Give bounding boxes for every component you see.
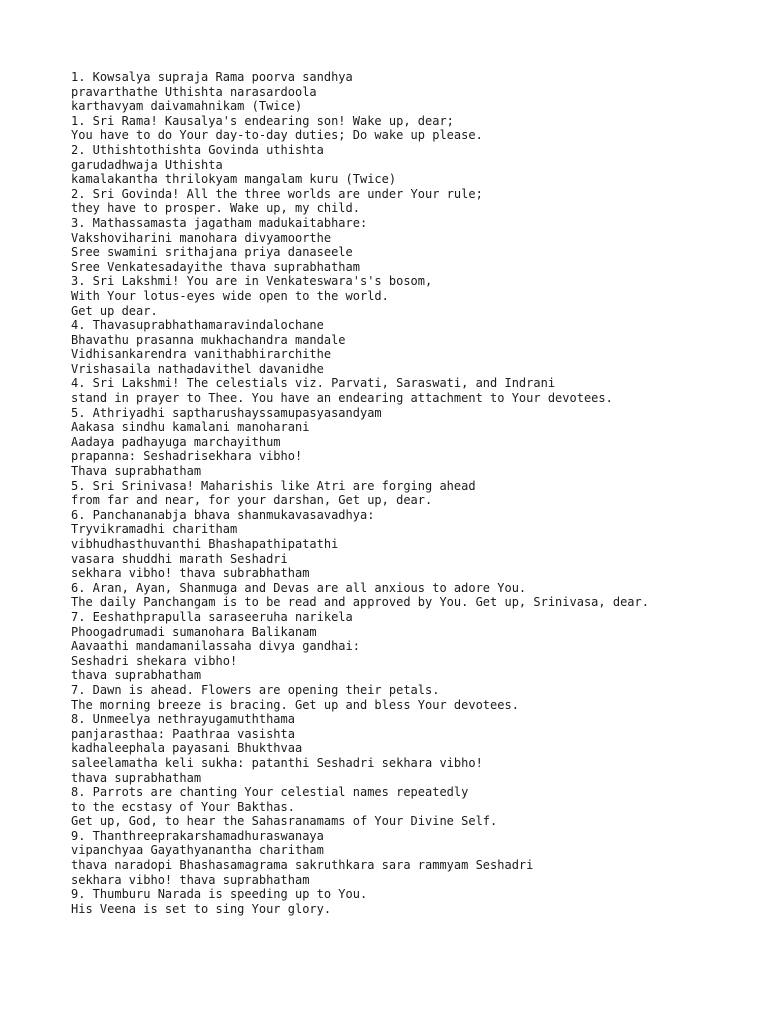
text-line: stand in prayer to Thee. You have an endearing attachment to Your devotees. xyxy=(71,391,613,406)
suprabhatham-text xyxy=(71,70,761,916)
text-line: sekhara vibho! thava subrabhatham xyxy=(71,566,310,581)
text-line: kadhaleephala payasani Bhukthvaa xyxy=(71,741,303,756)
text-line: panjarasthaa: Paathraa vasishta xyxy=(71,726,295,741)
text-line: 9. Thumburu Narada is speeding up to You. xyxy=(71,887,368,902)
text-line: Aavaathi mandamanilassaha divya gandhai: xyxy=(71,639,360,654)
text-line: Vakshoviharini manohara divyamoorthe xyxy=(71,230,332,245)
text-line: 1. Sri Rama! Kausalya's endearing son! Wake up, dear; xyxy=(71,113,454,128)
text-line: Bhavathu prasanna mukhachandra mandale xyxy=(71,332,346,347)
text-line: Get up, God, to hear the Sahasranamams of Your Divine Self. xyxy=(71,814,498,829)
text-line: 5. Athriyadhi saptharushayssamupasyasandyam xyxy=(71,405,382,420)
text-line: 7. Eeshathprapulla saraseeruha narikela xyxy=(71,609,353,624)
text-line: thava suprabhatham xyxy=(71,770,202,785)
text-line: 8. Unmeelya nethrayugamuththama xyxy=(71,712,295,727)
text-line: Sree swamini srithajana priya danaseele xyxy=(71,245,353,260)
text-line: prapanna: Seshadrisekhara vibho! xyxy=(71,449,303,464)
text-line: The daily Panchangam is to be read and approved by You. Get up, Srinivasa, dear. xyxy=(71,595,649,610)
text-line: 5. Sri Srinivasa! Maharishis like Atri are forging ahead xyxy=(71,478,476,493)
text-line: Sree Venkatesadayithe thava suprabhatham xyxy=(71,259,360,274)
text-line: 3. Mathassamasta jagatham madukaitabhare: xyxy=(71,215,368,230)
text-line: 2. Uthishtothishta Govinda uthishta xyxy=(71,142,324,157)
text-line: Aakasa sindhu kamalani manoharani xyxy=(71,420,310,435)
text-line: from far and near, for your darshan, Get up, dear. xyxy=(71,493,433,508)
text-line: 6. Panchananabja bhava shanmukavasavadhya: xyxy=(71,507,375,522)
text-line: 8. Parrots are chanting Your celestial names repeatedly xyxy=(71,785,469,800)
text-line: 4. Sri Lakshmi! The celestials viz. Parvati, Saraswati, and Indrani xyxy=(71,376,556,391)
text-line: to the ecstasy of Your Bakthas. xyxy=(71,799,295,814)
text-line: Seshadri shekara vibho! xyxy=(71,653,238,668)
text-line: 7. Dawn is ahead. Flowers are opening their petals. xyxy=(71,682,440,697)
text-line: vibhudhasthuvanthi Bhashapathipatathi xyxy=(71,537,339,551)
text-line: vipanchyaa Gayathyanantha charitham xyxy=(71,843,324,858)
text-line: Get up dear. xyxy=(71,303,158,318)
text-line: vasara shuddhi marath Seshadri xyxy=(71,551,288,566)
text-line: Phoogadrumadi sumanohara Balikanam xyxy=(71,624,317,639)
text-line: Vrishasaila nathadavithel davanidhe xyxy=(71,361,324,376)
text-line: karthavyam daivamahnikam (Twice) xyxy=(71,99,303,114)
text-line: 1. Kowsalya supraja Rama poorva sandhya xyxy=(71,70,353,84)
text-line: saleelamatha keli sukha: patanthi Seshadri sekhara vibho! xyxy=(71,755,483,770)
text-line: they have to prosper. Wake up, my child. xyxy=(71,201,360,216)
text-line: thava suprabhatham xyxy=(71,668,202,683)
text-line: You have to do Your day-to-day duties; Do wake up please. xyxy=(71,128,483,143)
text-line: 4. Thavasuprabhathamaravindalochane xyxy=(71,318,324,333)
text-line: With Your lotus-eyes wide open to the world. xyxy=(71,288,389,303)
text-line: garudadhwaja Uthishta xyxy=(71,157,223,172)
text-line: Thava suprabhatham xyxy=(71,464,202,479)
text-line: 9. Thanthreeprakarshamadhuraswanaya xyxy=(71,828,324,843)
text-line: thava naradopi Bhashasamagrama sakruthkara sara rammyam Seshadri xyxy=(71,858,534,873)
text-line: 3. Sri Lakshmi! You are in Venkateswara's's bosom, xyxy=(71,274,433,289)
text-line: Tryvikramadhi charitham xyxy=(71,522,238,537)
text-line: The morning breeze is bracing. Get up and bless Your devotees. xyxy=(71,697,519,712)
text-line: sekhara vibho! thava suprabhatham xyxy=(71,872,310,887)
text-line: Aadaya padhayuga marchayithum xyxy=(71,434,281,449)
text-line: Vidhisankarendra vanithabhirarchithe xyxy=(71,347,332,362)
text-line: pravarthathe Uthishta narasardoola xyxy=(71,84,317,99)
text-line: kamalakantha thrilokyam mangalam kuru (Twice) xyxy=(71,172,397,187)
text-line: His Veena is set to sing Your glory. xyxy=(71,901,332,916)
text-line: 6. Aran, Ayan, Shanmuga and Devas are all anxious to adore You. xyxy=(71,580,527,595)
text-line: 2. Sri Govinda! All the three worlds are under Your rule; xyxy=(71,186,483,201)
